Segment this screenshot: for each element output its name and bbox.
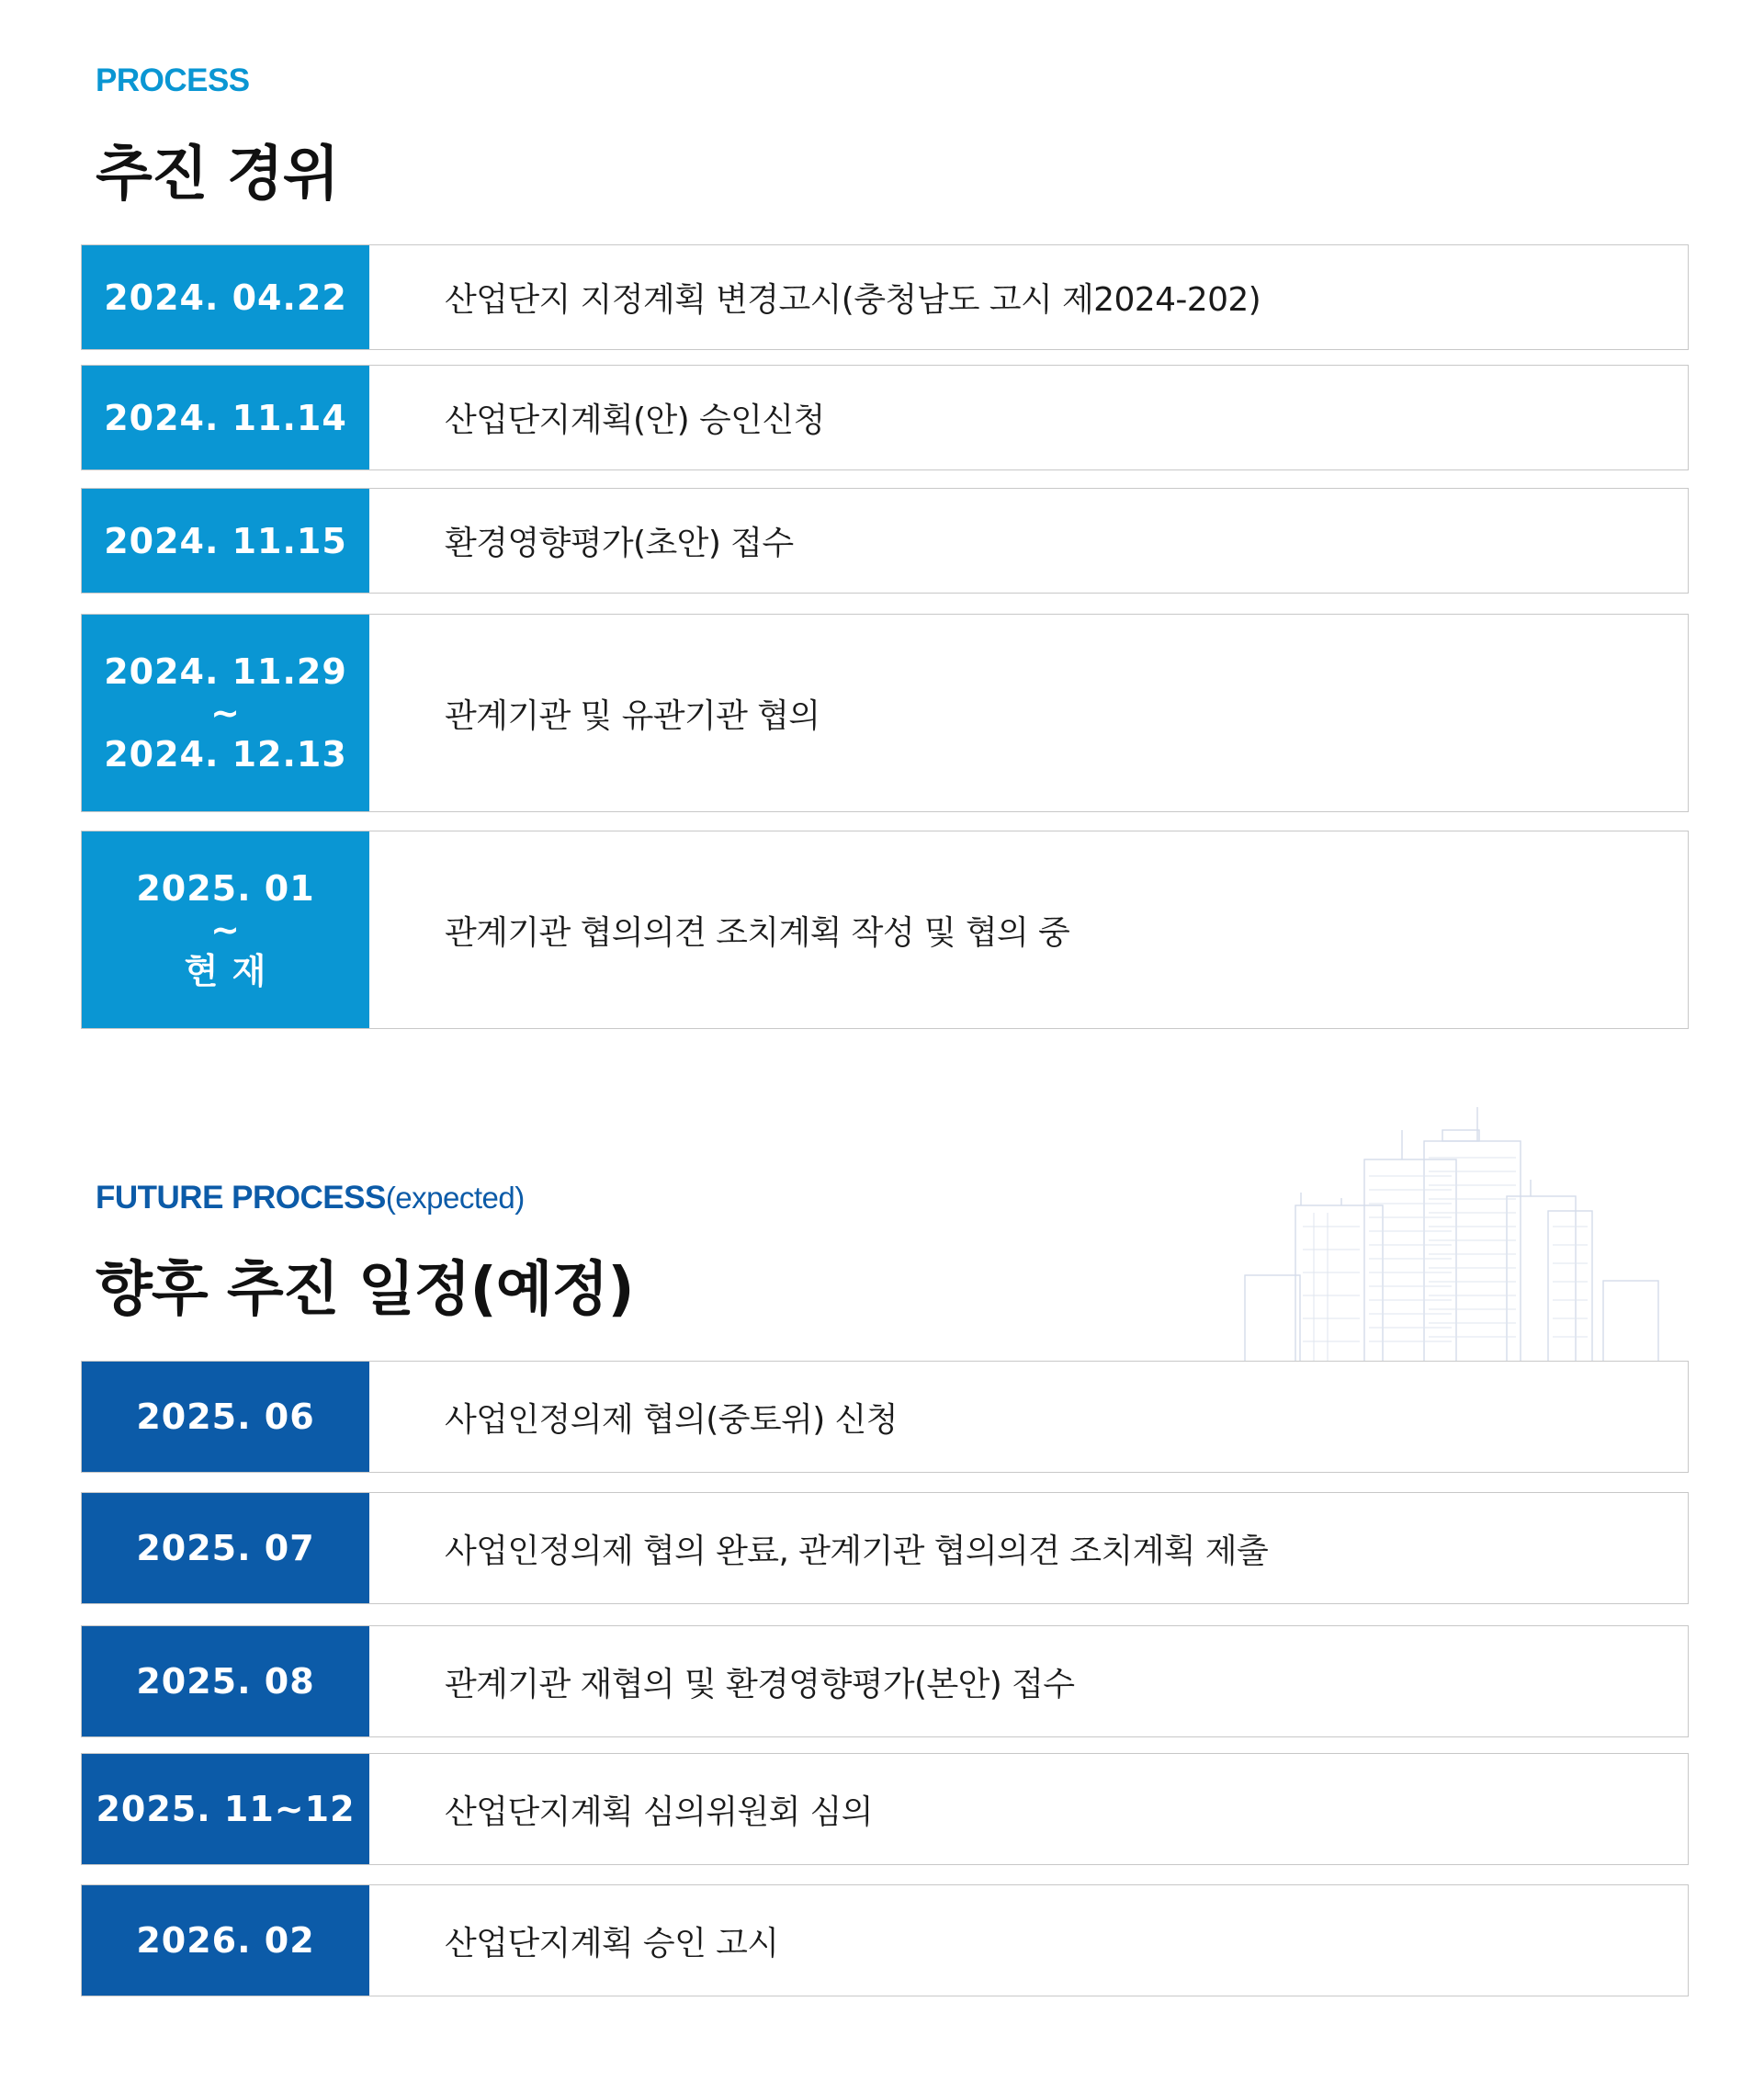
date-cell	[82, 366, 369, 469]
date-end: 현 재	[184, 951, 267, 991]
past-eyebrow: PROCESS	[96, 62, 250, 98]
timeline-row	[81, 244, 1689, 350]
timeline-row	[81, 614, 1689, 812]
description-cell: 관계기관 및 유관기관 협의	[445, 696, 820, 735]
date-end: 2024. 12.13	[104, 734, 347, 775]
date-range-tilde: ~	[210, 910, 241, 950]
date-cell: 2025. 07	[82, 1493, 369, 1603]
timeline-row	[81, 1625, 1689, 1737]
city-skyline-illustration	[1240, 1103, 1663, 1362]
timeline-row	[81, 1753, 1689, 1865]
date-cell: 2025. 11~12	[82, 1754, 369, 1864]
future-eyebrow-main: FUTURE PROCESS	[96, 1180, 386, 1216]
description-cell: 사업인정의제 협의(중토위) 신청	[445, 1400, 898, 1439]
date-cell	[82, 831, 369, 1028]
timeline-row	[81, 1492, 1689, 1604]
date-cell	[82, 489, 369, 593]
date-text: 2024. 04.22	[104, 277, 347, 318]
date-cell	[82, 615, 369, 811]
description-cell: 환경영향평가(초안) 접수	[445, 525, 794, 562]
date-range-tilde: ~	[210, 693, 241, 733]
timeline-row	[81, 831, 1689, 1029]
timeline-row	[81, 1361, 1689, 1473]
date-start: 2025. 01	[136, 868, 315, 909]
future-eyebrow	[96, 1180, 525, 1216]
date-text: 2024. 11.14	[104, 397, 347, 438]
date-cell: 2025. 06	[82, 1362, 369, 1472]
description-cell: 산업단지 지정계획 변경고시(충청남도 고시 제2024-202)	[445, 281, 1261, 319]
description-cell: 산업단지계획(안) 승인신청	[445, 401, 825, 439]
timeline-row	[81, 488, 1689, 594]
date-cell: 2025. 08	[82, 1626, 369, 1736]
date-cell	[82, 245, 369, 349]
timeline-row	[81, 365, 1689, 470]
future-title: 향후 추진 일정(예정)	[96, 1256, 634, 1324]
description-cell: 관계기관 협의의견 조치계획 작성 및 협의 중	[445, 913, 1070, 952]
date-cell: 2026. 02	[82, 1885, 369, 1996]
description-cell: 관계기관 재협의 및 환경영향평가(본안) 접수	[445, 1665, 1075, 1703]
timeline-row	[81, 1884, 1689, 1996]
description-cell: 산업단지계획 심의위원회 심의	[445, 1793, 873, 1831]
past-title: 추진 경위	[96, 141, 339, 209]
date-text: 2024. 11.15	[104, 520, 347, 561]
future-eyebrow-sub: (expected)	[385, 1181, 525, 1215]
date-start: 2024. 11.29	[104, 651, 347, 692]
description-cell: 산업단지계획 승인 고시	[445, 1924, 779, 1962]
description-cell: 사업인정의제 협의 완료, 관계기관 협의의견 조치계획 제출	[445, 1532, 1269, 1570]
